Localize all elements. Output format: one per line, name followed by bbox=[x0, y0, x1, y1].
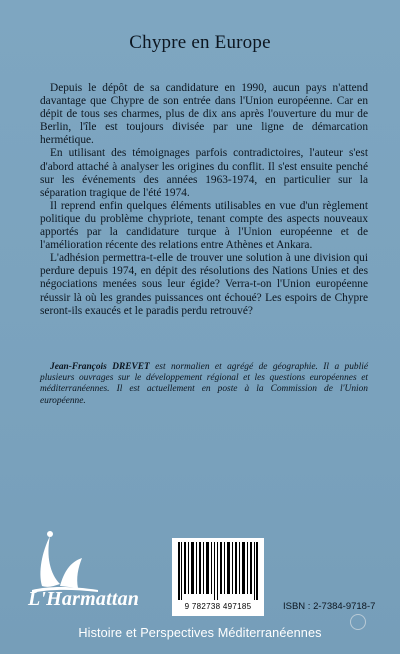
series-name: Histoire et Perspectives Méditerranéennes bbox=[78, 626, 322, 640]
blurb bbox=[40, 82, 368, 318]
blurb-paragraph: Il reprend enfin quelques éléments utilisables en vue d'un règlement politique du problème chypriote, tenant compte des aspects nouveaux apportés par la candidature turque à l'Union européenne et de l'amélioration récente des relations entre Athènes et Ankara. bbox=[40, 199, 368, 252]
author-bio-text: est normalien et agrégé de géographie. Il a publié plusieurs ouvrages sur le développement régional et les questions européennes et méditerranéennes. Il est actuellement en poste à la Commission de l'Union européenne. bbox=[40, 362, 368, 406]
barcode-digits: 9 782738 497185 bbox=[184, 602, 252, 611]
barcode-bars bbox=[178, 542, 258, 600]
author-bio bbox=[40, 362, 368, 407]
publisher-name: L'Harmattan bbox=[28, 588, 140, 610]
barcode bbox=[172, 538, 264, 616]
blurb-paragraph: En utilisant des témoignages parfois contradictoires, l'auteur s'est d'abord attaché à analyser les origines du conflit. Il s'est ensuite penché sur les événements des années 1963-1974, en particulier sur la séparation tragique de l'été 1974. bbox=[40, 147, 368, 199]
book-title: Chypre en Europe bbox=[129, 32, 271, 53]
blurb-paragraph: L'adhésion permettra-t-elle de trouver une solution à une division qui perdure depuis 1974, en dépit des résolutions des Nations Unies et des négociations menées sous leur égide? Verra-t-on l'Union européenne réussir là où les grandes puissances ont échoué? Les espoirs de Chypre seront-ils exaucés et le paradis perdu retrouvé? bbox=[40, 252, 368, 317]
author-name: Jean-François DREVET bbox=[50, 362, 150, 372]
isbn: ISBN : 2-7384-9718-7 bbox=[283, 601, 376, 612]
blurb-paragraph: Depuis le dépôt de sa candidature en 1990, aucun pays n'attend davantage que Chypre de son entrée dans l'Union européenne. Car en dépit de tous ses charmes, plus de dix ans après l'ouverture du mur de Berlin, l'île est toujours divisée par une ligne de démarcation hermétique. bbox=[40, 82, 368, 147]
